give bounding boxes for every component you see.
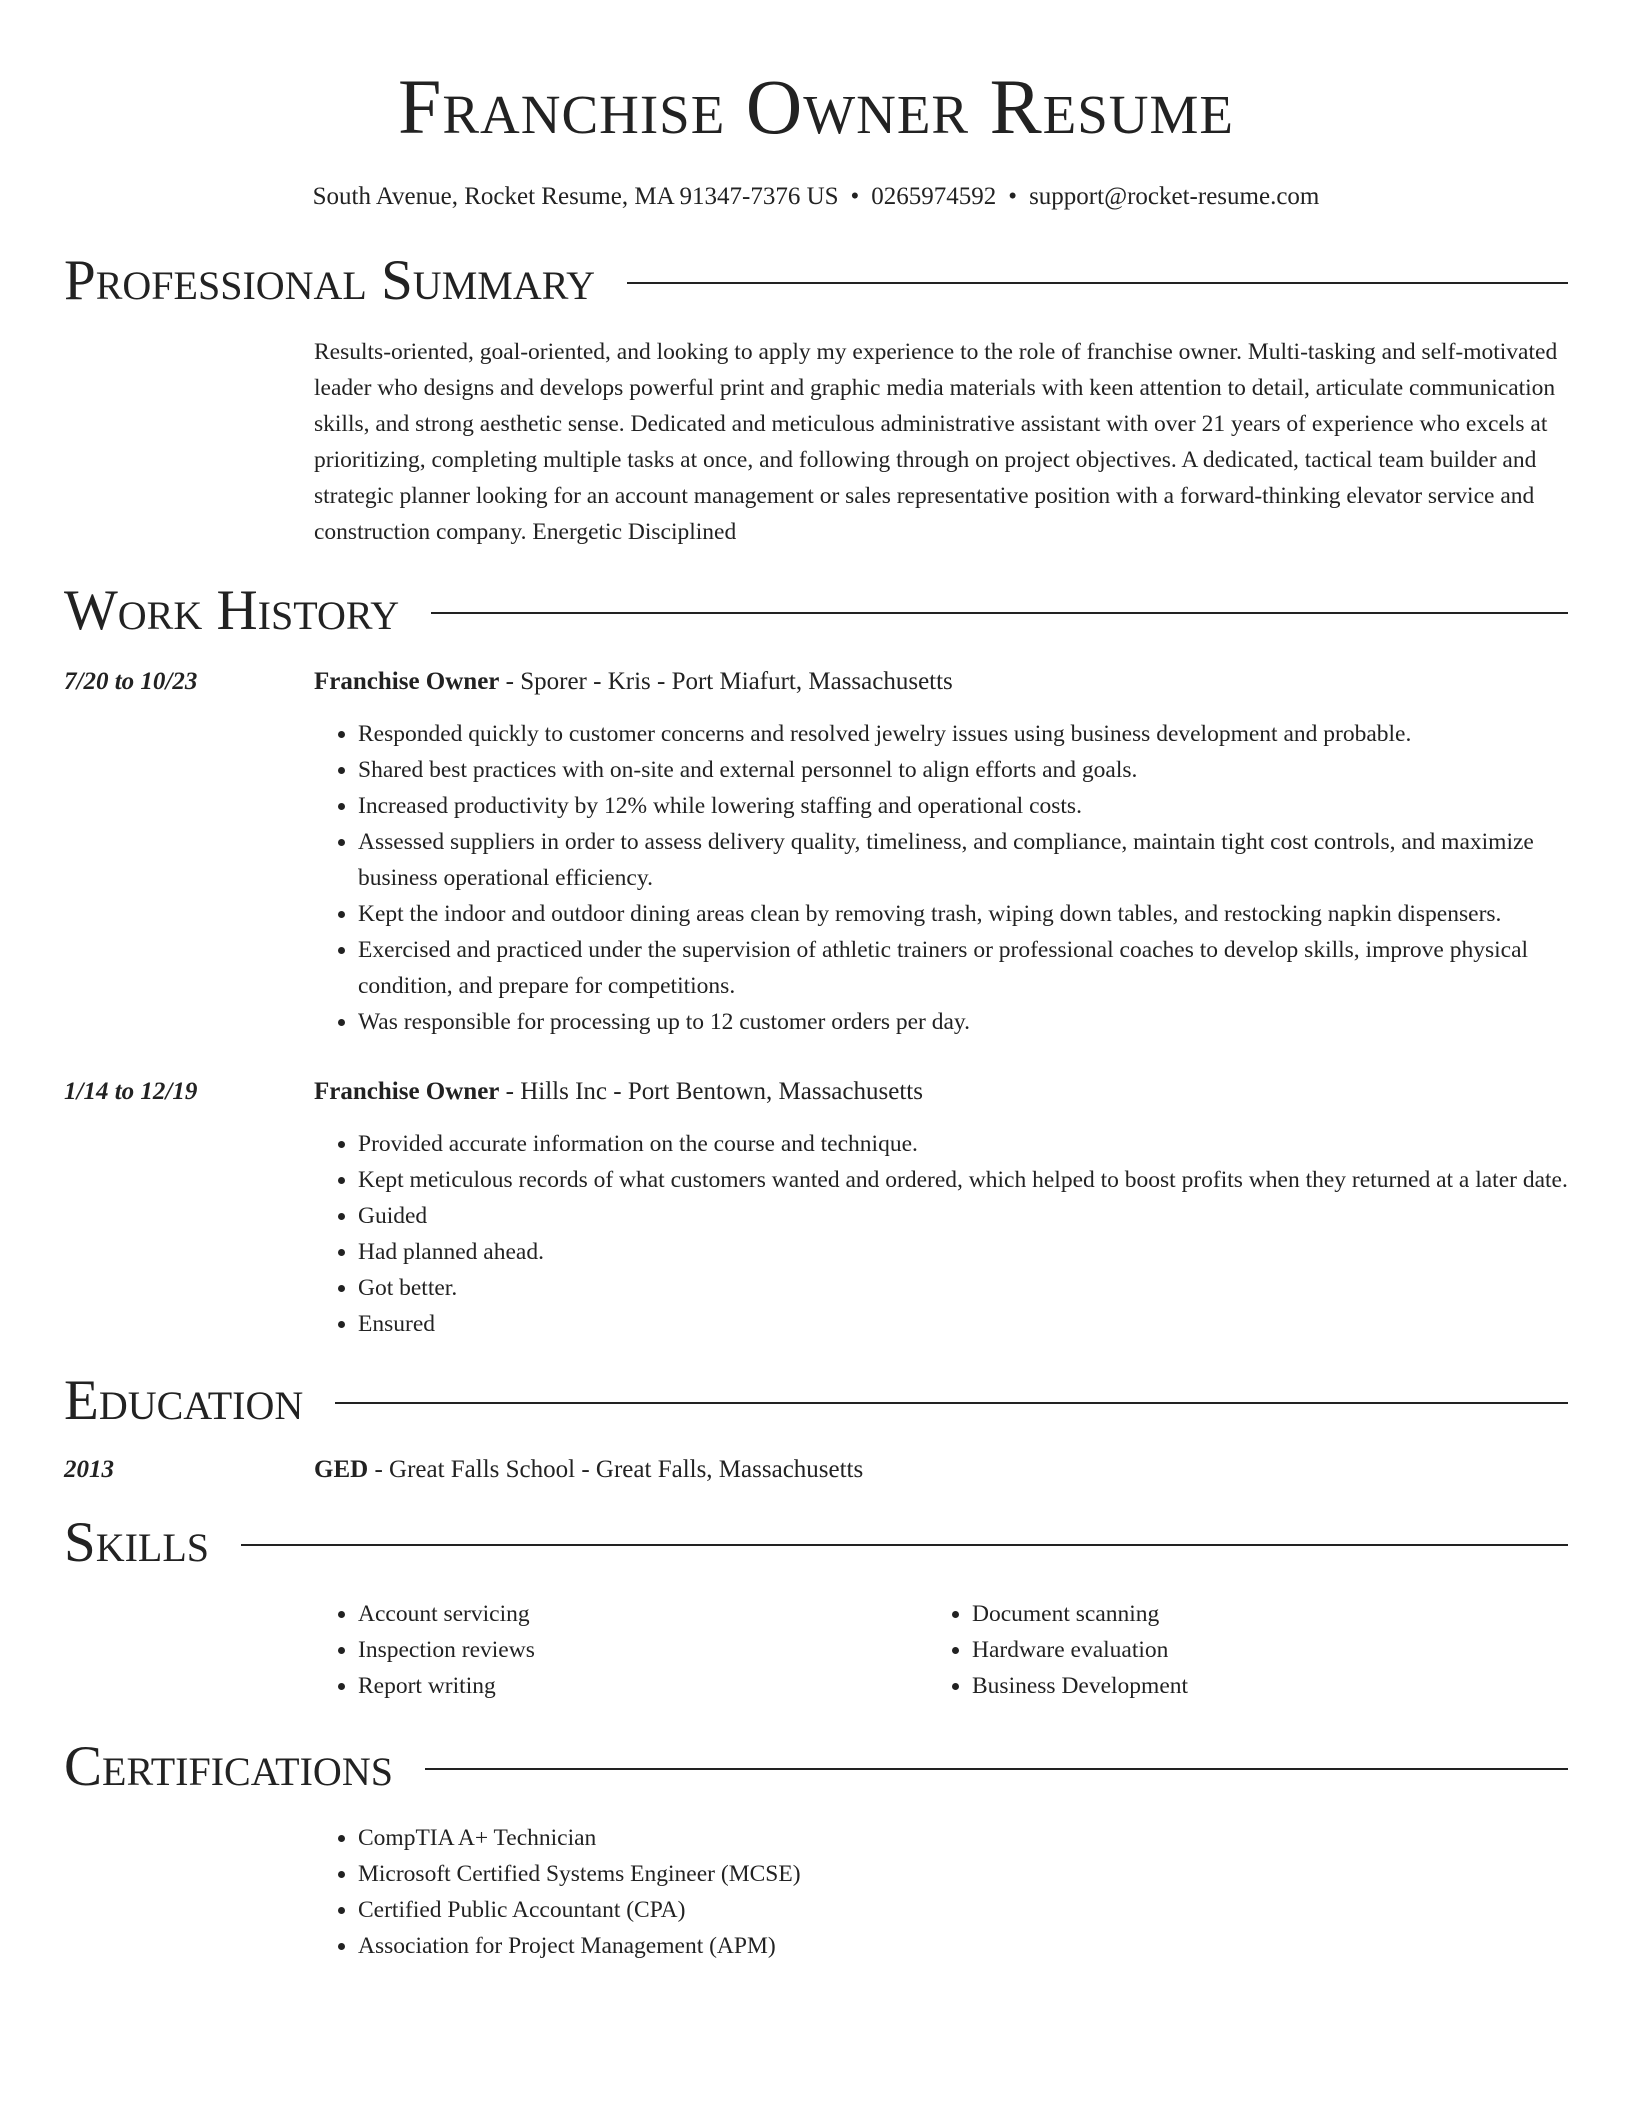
section-divider <box>627 282 1568 284</box>
skills-list <box>314 1596 1568 1704</box>
skill-item: • Hardware evaluation <box>972 1632 1542 1668</box>
contact-separator: • <box>1008 183 1018 210</box>
resume-title: Franchise Owner Resume <box>397 63 1235 150</box>
resume-page <box>64 0 1568 1964</box>
work-section-header <box>64 578 1568 644</box>
job-title: Franchise Owner <box>314 668 500 695</box>
job-details: - Hills Inc - Port Bentown, Massachusetts <box>499 1078 923 1105</box>
education-heading: Education <box>64 1369 304 1432</box>
job-entry <box>64 664 1568 1040</box>
job-title-line <box>314 1074 1568 1110</box>
list-item: • Shared best practices with on-site and external personnel to align efforts and goals. <box>358 752 1568 788</box>
job-title-line <box>314 664 1568 700</box>
list-item: • Provided accurate information on the course and technique. <box>358 1126 1568 1162</box>
skill-item: • Inspection reviews <box>358 1632 928 1668</box>
job-title: Franchise Owner <box>314 1078 500 1105</box>
job-details: - Sporer - Kris - Port Miafurt, Massachusetts <box>499 668 953 695</box>
list-item: • Responded quickly to customer concerns and resolved jewelry issues using business development and probable. <box>358 716 1568 752</box>
section-divider <box>425 1768 1568 1770</box>
education-body <box>314 1452 1568 1488</box>
list-item: • Was responsible for processing up to 12 customer orders per day. <box>358 1004 1568 1040</box>
work-heading: Work History <box>64 579 400 642</box>
job-bullets <box>314 716 1568 1040</box>
list-item: • Exercised and practiced under the supervision of athletic trainers or professional coaches to develop skills, improve physical condition, and prepare for competitions. <box>358 932 1568 1004</box>
contact-separator: • <box>850 183 860 210</box>
list-item: • Increased productivity by 12% while lowering staffing and operational costs. <box>358 788 1568 824</box>
list-item: • Had planned ahead. <box>358 1234 1568 1270</box>
contact-line <box>64 182 1568 212</box>
section-divider <box>241 1544 1568 1546</box>
skill-item: • Document scanning <box>972 1596 1542 1632</box>
education-line <box>314 1452 1568 1488</box>
education-entry <box>64 1452 1568 1488</box>
section-divider <box>431 612 1568 614</box>
certifications-list <box>314 1820 1568 1964</box>
certification-item: • Certified Public Accountant (CPA) <box>358 1892 1568 1928</box>
job-body <box>314 664 1568 1040</box>
list-item: • Guided <box>358 1198 1568 1234</box>
section-divider <box>335 1402 1568 1404</box>
job-dates: 7/20 to 10/23 <box>64 668 198 695</box>
skills-column-right <box>928 1596 1542 1704</box>
list-item: • Kept meticulous records of what customers wanted and ordered, which helped to boost profits when they returned at a later date. <box>358 1162 1568 1198</box>
summary-heading: Professional Summary <box>64 249 596 312</box>
list-item: • Assessed suppliers in order to assess delivery quality, timeliness, and compliance, maintain tight cost controls, and maximize business operational efficiency. <box>358 824 1568 896</box>
certification-item: • Association for Project Management (APM) <box>358 1928 1568 1964</box>
contact-email: support@rocket-resume.com <box>1029 183 1320 210</box>
education-details: - Great Falls School - Great Falls, Massachusetts <box>368 1456 864 1483</box>
certifications-heading: Certifications <box>64 1735 393 1798</box>
job-bullets <box>314 1126 1568 1342</box>
education-degree: GED <box>314 1456 369 1483</box>
summary-text: Results-oriented, goal-oriented, and looking to apply my experience to the role of franchise owner. Multi-tasking and self-motivated leader who designs and develops powerful print and graphic media materials with keen attention to detail, articulate communication skills, and strong aesthetic sense. Dedicated and meticulous administrative assistant with over 21 years of experience who excels at prioritizing, completing multiple tasks at once, and following through on project objectives. A dedicated, tactical team builder and strategic planner looking for an account management or sales representative position with a forward-thinking elevator service and construction company. Energetic Disciplined <box>314 339 1558 545</box>
skills-heading: Skills <box>64 1511 210 1574</box>
skill-item: • Account servicing <box>358 1596 928 1632</box>
certification-item: • Microsoft Certified Systems Engineer (MCSE) <box>358 1856 1568 1892</box>
certifications-items <box>314 1820 1568 1964</box>
contact-phone: 0265974592 <box>871 183 997 210</box>
skills-section-header <box>64 1510 1568 1576</box>
list-item: • Ensured <box>358 1306 1568 1342</box>
job-entry <box>64 1074 1568 1342</box>
job-body <box>314 1074 1568 1342</box>
skill-item: • Report writing <box>358 1668 928 1704</box>
education-section-header <box>64 1368 1568 1434</box>
list-item: • Kept the indoor and outdoor dining areas clean by removing trash, wiping down tables, and restocking napkin dispensers. <box>358 896 1568 932</box>
certifications-section-header <box>64 1734 1568 1800</box>
certification-item: • CompTIA A+ Technician <box>358 1820 1568 1856</box>
job-dates: 1/14 to 12/19 <box>64 1078 198 1105</box>
list-item: • Got better. <box>358 1270 1568 1306</box>
skill-item: • Business Development <box>972 1668 1542 1704</box>
skills-column-left <box>314 1596 928 1704</box>
contact-address: South Avenue, Rocket Resume, MA 91347-7376 US <box>312 183 839 210</box>
education-year: 2013 <box>64 1456 114 1483</box>
summary-section-header <box>64 248 1568 314</box>
